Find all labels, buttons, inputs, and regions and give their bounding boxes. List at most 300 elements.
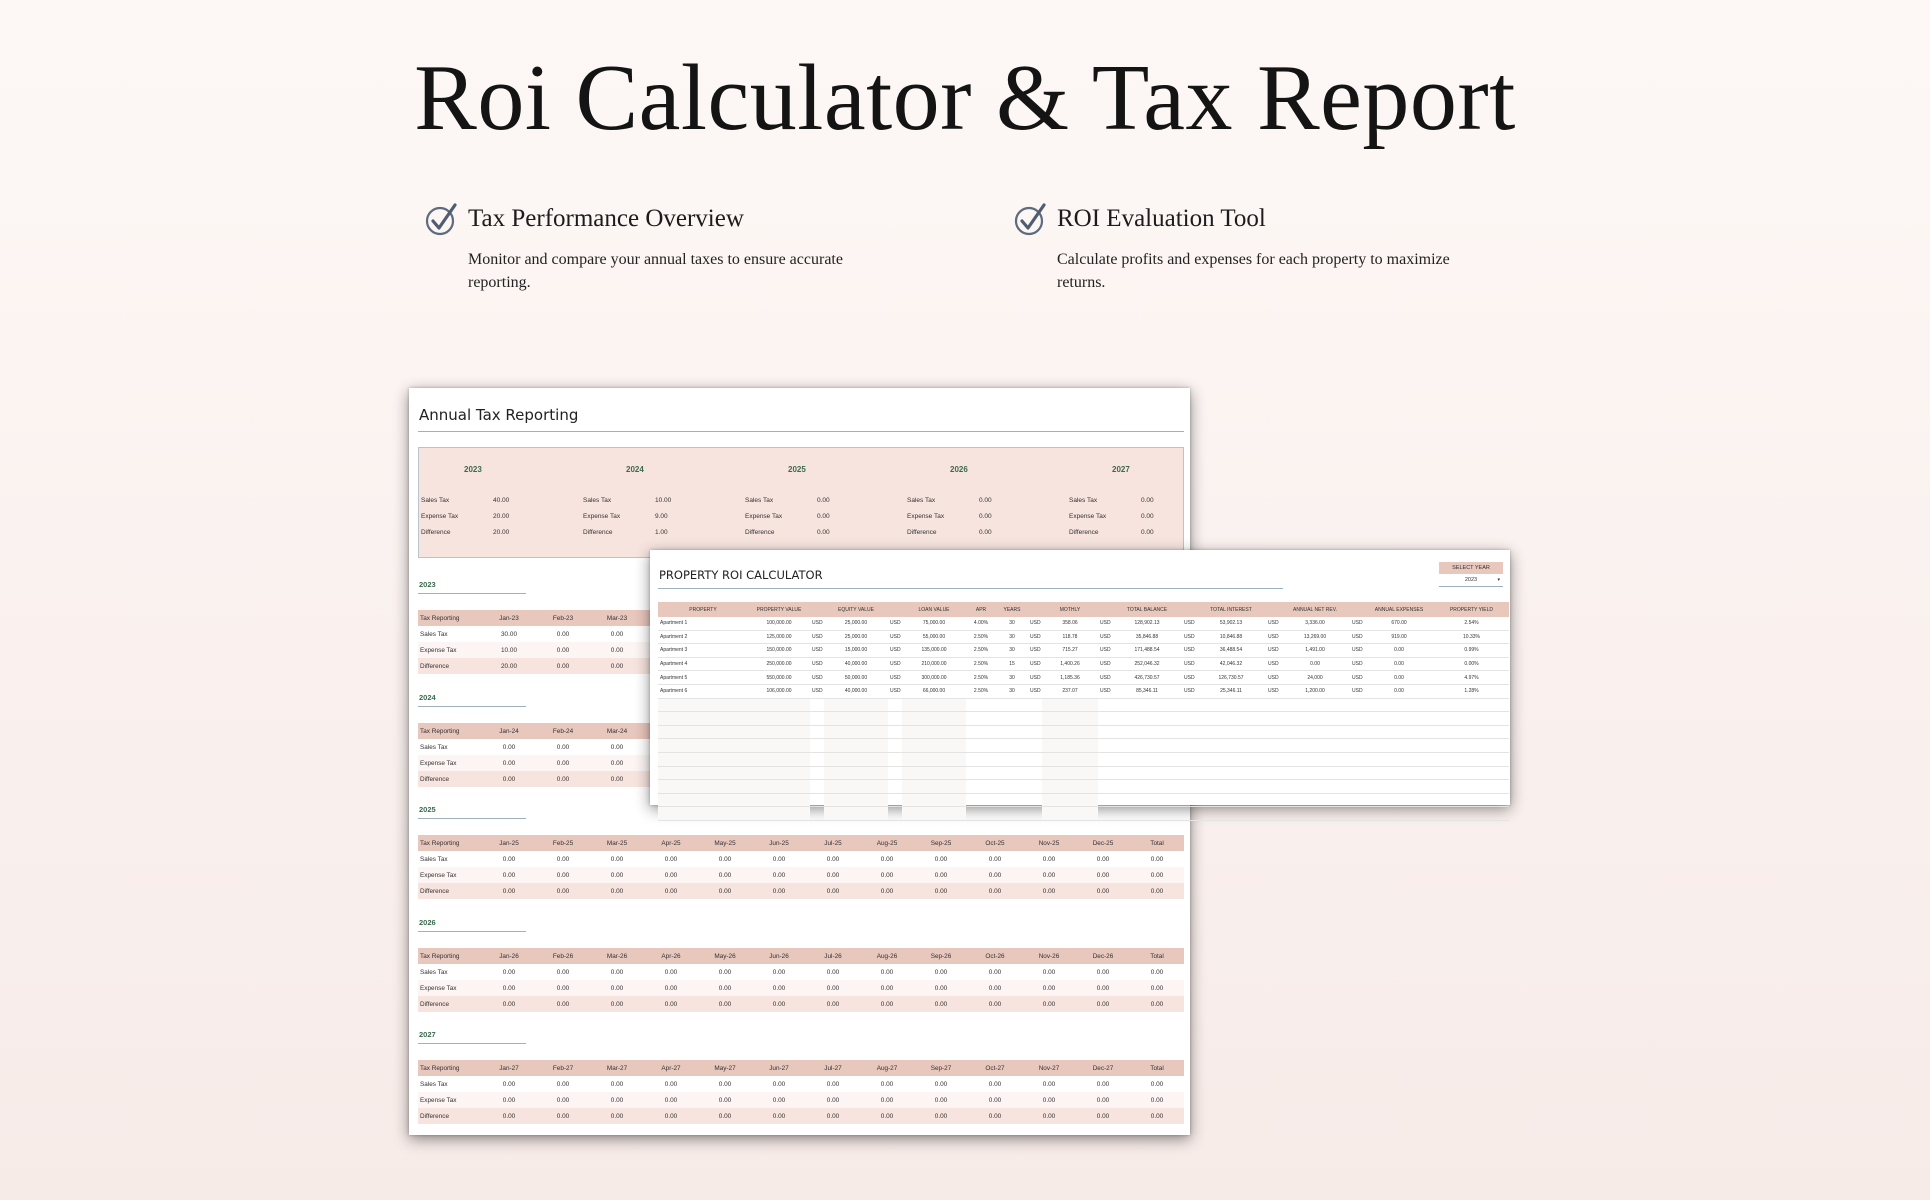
column-header: Jan-25	[499, 839, 519, 847]
table-cell: 0.00	[772, 887, 786, 895]
table-cell: 0.00	[556, 984, 570, 992]
summary-row	[1069, 529, 1154, 536]
roi-cell-empty	[1434, 739, 1509, 753]
roi-cell: 0.00	[1364, 657, 1434, 671]
roi-cell: 0.99%	[1434, 644, 1509, 658]
table-cell: 0.00	[988, 887, 1002, 895]
table-cell: 0.00	[502, 887, 516, 895]
table-cell: 10.00	[501, 646, 517, 654]
table-cell: Difference	[420, 887, 450, 895]
summary-row-value: 0.00	[979, 513, 992, 520]
table-cell: 0.00	[880, 887, 894, 895]
roi-cell-empty	[888, 698, 902, 712]
table-cell: 0.00	[718, 1096, 732, 1104]
summary-row-label: Difference	[907, 529, 937, 536]
title-underline	[658, 588, 1283, 589]
table-cell: 0.00	[934, 968, 948, 976]
roi-cell-empty	[902, 752, 966, 766]
summary-row	[1069, 497, 1154, 504]
roi-cell: 24,000	[1280, 671, 1350, 685]
column-header: Apr-26	[661, 952, 681, 960]
roi-cell-empty	[1028, 780, 1042, 794]
column-header: May-26	[714, 952, 736, 960]
table-cell: 0.00	[610, 984, 624, 992]
table-cell: 0.00	[988, 1096, 1002, 1104]
roi-cell-empty	[1042, 712, 1098, 726]
summary-year-label: 2023	[464, 465, 482, 474]
summary-row	[745, 513, 830, 520]
table-cell: 0.00	[934, 1080, 948, 1088]
roi-cell: USD	[810, 671, 824, 685]
roi-cell-empty	[1196, 752, 1266, 766]
roi-cell-empty	[810, 698, 824, 712]
summary-row-value: 0.00	[1141, 529, 1154, 536]
roi-cell: USD	[810, 657, 824, 671]
table-cell: 0.00	[988, 1080, 1002, 1088]
table-cell: 0.00	[934, 984, 948, 992]
roi-cell-empty	[966, 766, 996, 780]
roi-cell-empty	[1112, 780, 1182, 794]
roi-cell-empty	[996, 739, 1028, 753]
table-header-row	[418, 1060, 1184, 1076]
table-cell: 0.00	[826, 855, 840, 863]
table-cell: 0.00	[1096, 984, 1110, 992]
summary-row-label: Sales Tax	[907, 497, 936, 504]
table-cell: 0.00	[1096, 871, 1110, 879]
roi-cell-empty	[810, 780, 824, 794]
roi-cell: USD	[1350, 671, 1364, 685]
roi-empty-row	[658, 807, 1509, 821]
column-header: Jul-25	[824, 839, 842, 847]
table-cell: 0.00	[1042, 984, 1056, 992]
roi-cell-empty	[902, 807, 966, 821]
table-cell: 0.00	[502, 871, 516, 879]
roi-cell-empty	[748, 793, 810, 807]
roi-cell-empty	[1364, 739, 1434, 753]
summary-row-value: 0.00	[1141, 497, 1154, 504]
table-cell: 0.00	[502, 775, 516, 783]
table-cell: 0.00	[826, 968, 840, 976]
summary-year-label: 2026	[950, 465, 968, 474]
roi-cell-empty	[748, 766, 810, 780]
table-cell: Expense Tax	[420, 871, 457, 879]
roi-cell-empty	[1098, 807, 1112, 821]
roi-cell: 670.00	[1364, 617, 1434, 630]
table-cell: 0.00	[502, 1112, 516, 1120]
roi-cell-empty	[1182, 752, 1196, 766]
table-row	[418, 1092, 1184, 1108]
summary-year-2026	[905, 448, 1055, 557]
summary-row-value: 0.00	[817, 497, 830, 504]
summary-row-value: 40.00	[493, 497, 510, 504]
table-cell: 0.00	[664, 1096, 678, 1104]
column-header: Oct-25	[985, 839, 1005, 847]
summary-row-value: 9.00	[655, 513, 668, 520]
column-header: Tax Reporting	[420, 952, 460, 960]
table-cell: 0.00	[556, 743, 570, 751]
table-cell: 0.00	[664, 887, 678, 895]
roi-column-header: LOAN VALUE	[902, 602, 966, 617]
roi-cell: USD	[1182, 671, 1196, 685]
table-cell: 0.00	[556, 775, 570, 783]
roi-column-header: TOTAL INTEREST	[1196, 602, 1266, 617]
roi-cell-empty	[658, 712, 748, 726]
roi-cell-empty	[1196, 712, 1266, 726]
roi-cell-empty	[1112, 807, 1182, 821]
roi-cell-empty	[1112, 752, 1182, 766]
table-cell: 0.00	[718, 1000, 732, 1008]
table-cell: 0.00	[610, 968, 624, 976]
roi-cell: Apartment 1	[658, 617, 748, 630]
roi-cell-empty	[1182, 780, 1196, 794]
table-cell: 0.00	[610, 1080, 624, 1088]
table-cell: 0.00	[610, 646, 624, 654]
table-cell: 0.00	[826, 1080, 840, 1088]
tax-table-2027	[418, 1060, 1184, 1124]
summary-row	[583, 529, 668, 536]
roi-cell: USD	[810, 684, 824, 698]
roi-cell: USD	[1028, 644, 1042, 658]
roi-cell-empty	[1266, 766, 1280, 780]
roi-cell: 118.78	[1042, 630, 1098, 644]
table-cell: 0.00	[826, 1000, 840, 1008]
table-cell: 0.00	[772, 1112, 786, 1120]
roi-cell: USD	[810, 630, 824, 644]
roi-cell-empty	[966, 807, 996, 821]
table-cell: 0.00	[718, 855, 732, 863]
feature-tax-performance	[424, 202, 878, 294]
table-cell: 0.00	[988, 1000, 1002, 1008]
column-header: Aug-26	[876, 952, 898, 960]
roi-cell-empty	[1112, 725, 1182, 739]
roi-cell-empty	[1434, 752, 1509, 766]
table-header-row	[418, 835, 1184, 851]
roi-cell-empty	[1434, 780, 1509, 794]
roi-cell-empty	[1112, 766, 1182, 780]
column-header: May-25	[714, 839, 736, 847]
summary-year-2027	[1067, 448, 1217, 557]
table-cell: 0.00	[610, 855, 624, 863]
table-row	[418, 980, 1184, 996]
roi-cell-empty	[902, 793, 966, 807]
table-cell: 0.00	[934, 1000, 948, 1008]
column-header: Apr-25	[661, 839, 681, 847]
roi-cell: 250,000.00	[748, 657, 810, 671]
roi-cell-empty	[658, 725, 748, 739]
roi-cell: USD	[1028, 684, 1042, 698]
roi-cell-empty	[1266, 725, 1280, 739]
roi-cell-empty	[810, 725, 824, 739]
roi-cell: 358.06	[1042, 617, 1098, 630]
table-cell: 0.00	[664, 984, 678, 992]
year-select-dropdown[interactable]	[1439, 574, 1503, 587]
summary-row	[745, 497, 830, 504]
roi-row	[658, 617, 1509, 630]
roi-column-header: APR	[966, 602, 996, 617]
table-cell: 0.00	[664, 871, 678, 879]
roi-cell: USD	[1350, 630, 1364, 644]
table-row	[418, 1108, 1184, 1124]
roi-column-header: YEARS	[996, 602, 1028, 617]
roi-cell: USD	[1098, 617, 1112, 630]
roi-cell-empty	[1280, 752, 1350, 766]
section-underline	[418, 931, 526, 932]
roi-column-header	[1182, 602, 1196, 617]
roi-cell-empty	[1266, 752, 1280, 766]
roi-cell-empty	[810, 739, 824, 753]
table-cell: 0.00	[1150, 1080, 1164, 1088]
table-cell: Sales Tax	[420, 743, 448, 751]
roi-cell-empty	[748, 725, 810, 739]
table-cell: 0.00	[826, 984, 840, 992]
roi-cell-empty	[1266, 712, 1280, 726]
roi-cell: USD	[1266, 684, 1280, 698]
roi-cell-empty	[1112, 793, 1182, 807]
roi-column-header	[810, 602, 824, 617]
summary-row-label: Difference	[745, 529, 775, 536]
roi-cell: USD	[1182, 684, 1196, 698]
roi-cell: USD	[1266, 671, 1280, 685]
roi-cell: USD	[810, 617, 824, 630]
column-header: Oct-27	[985, 1064, 1005, 1072]
roi-cell-empty	[748, 739, 810, 753]
table-cell: 0.00	[772, 1000, 786, 1008]
roi-cell-empty	[1098, 712, 1112, 726]
table-cell: 0.00	[1096, 1096, 1110, 1104]
roi-cell-empty	[1280, 698, 1350, 712]
roi-cell: 1,185.36	[1042, 671, 1098, 685]
roi-cell-empty	[824, 739, 888, 753]
table-cell: 0.00	[610, 759, 624, 767]
year-selector[interactable]	[1439, 562, 1503, 587]
roi-cell-empty	[824, 807, 888, 821]
table-cell: Sales Tax	[420, 968, 448, 976]
roi-cell-empty	[1350, 712, 1364, 726]
roi-cell-empty	[1364, 807, 1434, 821]
column-header: Feb-25	[552, 839, 574, 847]
roi-header-row	[658, 602, 1509, 617]
roi-empty-row	[658, 793, 1509, 807]
column-header: Nov-25	[1038, 839, 1060, 847]
table-cell: 0.00	[610, 887, 624, 895]
roi-cell-empty	[1364, 793, 1434, 807]
roi-cell: 2.50%	[966, 684, 996, 698]
table-cell: 0.00	[502, 1000, 516, 1008]
roi-cell-empty	[1028, 752, 1042, 766]
feature-title: ROI Evaluation Tool	[1057, 205, 1266, 232]
roi-column-header: MOTHLY	[1042, 602, 1098, 617]
roi-cell-empty	[902, 766, 966, 780]
table-cell: Expense Tax	[420, 984, 457, 992]
table-cell: 0.00	[502, 743, 516, 751]
roi-cell-empty	[966, 698, 996, 712]
roi-cell-empty	[996, 725, 1028, 739]
roi-row	[658, 684, 1509, 698]
column-header: Jan-24	[499, 727, 519, 735]
roi-column-header: PROPERTY	[658, 602, 748, 617]
table-cell: 0.00	[772, 1080, 786, 1088]
roi-cell-empty	[1280, 793, 1350, 807]
table-cell: 0.00	[1096, 855, 1110, 863]
column-header: Dec-27	[1092, 1064, 1114, 1072]
feature-roi-evaluation	[1013, 202, 1467, 294]
table-cell: 0.00	[826, 1112, 840, 1120]
roi-cell-empty	[1350, 752, 1364, 766]
roi-empty-row	[658, 780, 1509, 794]
roi-cell: USD	[1350, 617, 1364, 630]
roi-cell-empty	[1280, 807, 1350, 821]
column-header: May-27	[714, 1064, 736, 1072]
summary-row-label: Difference	[583, 529, 613, 536]
roi-cell-empty	[1350, 807, 1364, 821]
roi-cell: 0.00	[1364, 671, 1434, 685]
roi-cell-empty	[996, 807, 1028, 821]
roi-cell-empty	[1434, 712, 1509, 726]
roi-cell: 426,730.57	[1112, 671, 1182, 685]
feature-description: Calculate profits and expenses for each property to maximize returns.	[1057, 251, 1450, 291]
column-header: Oct-26	[985, 952, 1005, 960]
roi-cell-empty	[1434, 766, 1509, 780]
table-cell: 0.00	[880, 1000, 894, 1008]
roi-cell: 13,269.00	[1280, 630, 1350, 644]
section-year-title: 2025	[419, 805, 436, 814]
section-underline	[418, 706, 526, 707]
roi-cell-empty	[902, 780, 966, 794]
roi-cell: USD	[1028, 671, 1042, 685]
summary-year-label: 2024	[626, 465, 644, 474]
roi-cell: 135,000.00	[902, 644, 966, 658]
table-cell: 0.00	[1096, 887, 1110, 895]
roi-cell: 10,846.88	[1196, 630, 1266, 644]
roi-cell: 55,000.00	[902, 630, 966, 644]
roi-cell: 2.50%	[966, 671, 996, 685]
roi-cell: 2.50%	[966, 644, 996, 658]
table-cell: 0.00	[610, 630, 624, 638]
roi-cell-empty	[1028, 725, 1042, 739]
summary-row-value: 20.00	[493, 513, 510, 520]
roi-cell-empty	[1042, 752, 1098, 766]
column-header: Feb-27	[552, 1064, 574, 1072]
roi-cell: USD	[888, 630, 902, 644]
roi-cell-empty	[1098, 698, 1112, 712]
roi-cell: Apartment 3	[658, 644, 748, 658]
column-header: Feb-23	[552, 614, 574, 622]
column-header: Nov-26	[1038, 952, 1060, 960]
summary-row-value: 1.00	[655, 529, 668, 536]
roi-cell-empty	[658, 739, 748, 753]
summary-row-label: Expense Tax	[745, 513, 783, 520]
roi-cell-empty	[902, 725, 966, 739]
roi-column-header	[1098, 602, 1112, 617]
table-cell: Sales Tax	[420, 855, 448, 863]
roi-cell: 1,400.26	[1042, 657, 1098, 671]
table-row	[418, 964, 1184, 980]
roi-cell-empty	[810, 793, 824, 807]
roi-cell-empty	[1028, 807, 1042, 821]
table-cell: Difference	[420, 662, 450, 670]
column-header: Feb-24	[552, 727, 574, 735]
roi-cell: 1,200.00	[1280, 684, 1350, 698]
table-cell: 0.00	[718, 871, 732, 879]
summary-row-label: Expense Tax	[907, 513, 945, 520]
table-cell: Difference	[420, 1000, 450, 1008]
roi-cell-empty	[1196, 739, 1266, 753]
table-cell: 0.00	[1042, 1080, 1056, 1088]
roi-cell-empty	[1434, 725, 1509, 739]
section-year-title: 2027	[419, 1030, 436, 1039]
roi-cell-empty	[966, 725, 996, 739]
roi-cell: 2.50%	[966, 657, 996, 671]
roi-cell-empty	[1280, 712, 1350, 726]
roi-cell: 2.54%	[1434, 617, 1509, 630]
roi-cell: 550,000.00	[748, 671, 810, 685]
roi-cell-empty	[1196, 766, 1266, 780]
roi-cell-empty	[888, 712, 902, 726]
roi-cell-empty	[966, 780, 996, 794]
table-cell: 0.00	[1150, 968, 1164, 976]
roi-cell-empty	[1182, 698, 1196, 712]
table-row	[418, 883, 1184, 899]
roi-cell: 128,902.13	[1112, 617, 1182, 630]
table-cell: 0.00	[1150, 1112, 1164, 1120]
roi-cell: 15,000.00	[824, 644, 888, 658]
summary-row-label: Sales Tax	[745, 497, 774, 504]
column-header: Jan-26	[499, 952, 519, 960]
table-cell: 0.00	[502, 984, 516, 992]
roi-cell-empty	[1280, 766, 1350, 780]
roi-cell-empty	[1182, 793, 1196, 807]
table-cell: 0.00	[1096, 968, 1110, 976]
table-cell: 0.00	[664, 1112, 678, 1120]
table-cell: 0.00	[1150, 855, 1164, 863]
roi-cell-empty	[1434, 793, 1509, 807]
roi-cell-empty	[1182, 807, 1196, 821]
column-header: Sep-27	[930, 1064, 952, 1072]
table-cell: Expense Tax	[420, 759, 457, 767]
table-cell: 0.00	[988, 1112, 1002, 1120]
summary-year-label: 2027	[1112, 465, 1130, 474]
table-cell: Difference	[420, 1112, 450, 1120]
summary-year-2024	[581, 448, 731, 557]
roi-cell: 25,346.11	[1196, 684, 1266, 698]
roi-cell-empty	[1364, 766, 1434, 780]
roi-cell-empty	[902, 739, 966, 753]
column-header: Tax Reporting	[420, 839, 460, 847]
roi-cell-empty	[748, 780, 810, 794]
column-header: Jan-27	[499, 1064, 519, 1072]
selected-year: 2023	[1464, 577, 1478, 583]
table-cell: 20.00	[501, 662, 517, 670]
roi-cell: 4.00%	[966, 617, 996, 630]
roi-cell: 210,000.00	[902, 657, 966, 671]
table-cell: 0.00	[934, 871, 948, 879]
table-cell: 0.00	[1042, 1000, 1056, 1008]
column-header: Mar-24	[606, 727, 628, 735]
roi-cell-empty	[658, 793, 748, 807]
table-cell: 0.00	[1150, 1000, 1164, 1008]
column-header: Apr-27	[661, 1064, 681, 1072]
roi-cell-empty	[748, 698, 810, 712]
roi-row	[658, 671, 1509, 685]
roi-cell: 66,000.00	[902, 684, 966, 698]
roi-cell: 237.07	[1042, 684, 1098, 698]
table-cell: 0.00	[556, 871, 570, 879]
roi-cell-empty	[1434, 698, 1509, 712]
table-cell: 0.00	[1150, 887, 1164, 895]
table-cell: 0.00	[934, 1112, 948, 1120]
roi-cell: 15	[996, 657, 1028, 671]
table-cell: 0.00	[556, 1000, 570, 1008]
